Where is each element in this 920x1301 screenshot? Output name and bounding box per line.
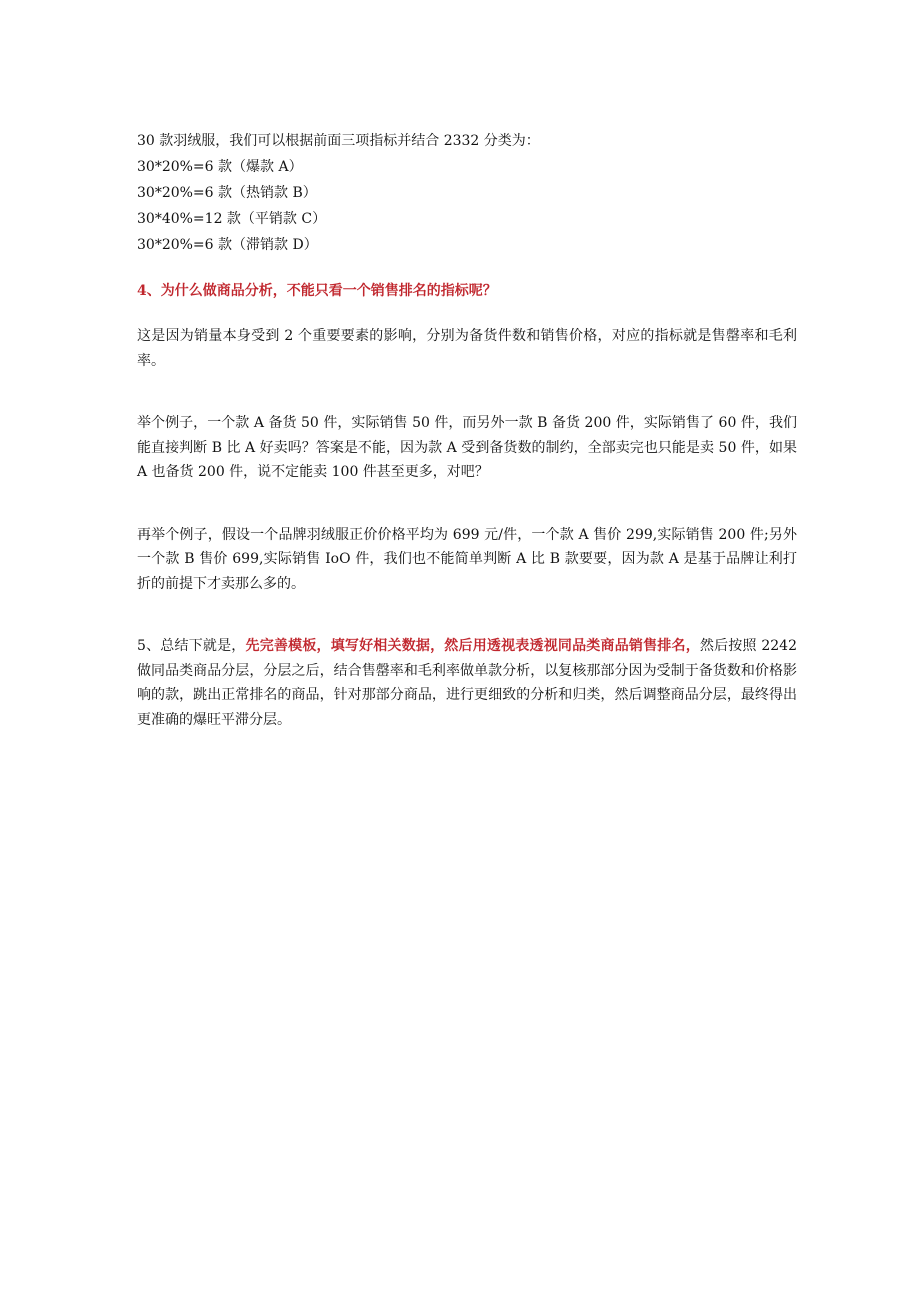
category-d-line: 30*20%=6 款（滞销款 D） <box>137 237 318 253</box>
spacer <box>137 614 797 634</box>
section-4-paragraph-1: 这是因为销量本身受到 2 个重要要素的影响，分别为备货件数和销售价格，对应的指标就是售罄率和毛利率。 <box>137 328 797 369</box>
document-page <box>137 128 797 732</box>
section-5-prefix: 5、总结下就是， <box>137 638 246 654</box>
section-4-paragraph-3: 再举个例子，假设一个品牌羽绒服正价价格平均为 699 元/件，一个款 A 售价 299,实际销售 200 件;另外一个款 B 售价 699,实际销售 IoO 件，我们也不能简单判断 A 比 B 款要要，因为款 A 是基于品牌让利打折的前提下才卖那么多的。 <box>137 526 797 592</box>
section-4-paragraph-2: 举个例子，一个款 A 备货 50 件，实际销售 50 件，而另外一款 B 备货 200 件，实际销售了 60 件，我们能直接判断 B 比 A 好卖吗？答案是不能，因为款 A 受到备货数的制约，全部卖完也只能是卖 50 件，如果 A 也备货 200 件，说不定能卖 100 件甚至更多，对吧？ <box>137 415 797 480</box>
section-5-rest: 然后按照 2242 做同品类商品分层，分层之后，结合售罄率和毛利率做单款分析，以复核那部分因为受制于备货数和价格影响的款，跳出正常排名的商品，针对那部分商品，进行更细致的分析和归类，然后调整商品分层，最终得出更准确的爆旺平滞分层。 <box>137 638 797 728</box>
intro-line: 30 款羽绒服，我们可以根据前面三项指标并结合 2332 分类为： <box>137 133 540 149</box>
section-5-paragraph <box>137 634 797 732</box>
spacer <box>137 503 797 523</box>
spacer <box>137 596 797 614</box>
spacer <box>137 485 797 503</box>
section-4-heading: 4、为什么做商品分析，不能只看一个销售排名的指标呢？ <box>137 283 497 299</box>
classification-block <box>137 128 797 258</box>
category-a-line: 30*20%=6 款（爆款 A） <box>137 159 303 175</box>
spacer <box>137 258 797 278</box>
spacer <box>137 373 797 391</box>
category-c-line: 30*40%=12 款（平销款 C） <box>137 211 327 227</box>
spacer <box>137 304 797 324</box>
section-5-emphasis: 先完善模板，填写好相关数据，然后用透视表透视同品类商品销售排名， <box>245 638 700 654</box>
spacer <box>137 391 797 411</box>
category-b-line: 30*20%=6 款（热销款 B） <box>137 185 317 201</box>
